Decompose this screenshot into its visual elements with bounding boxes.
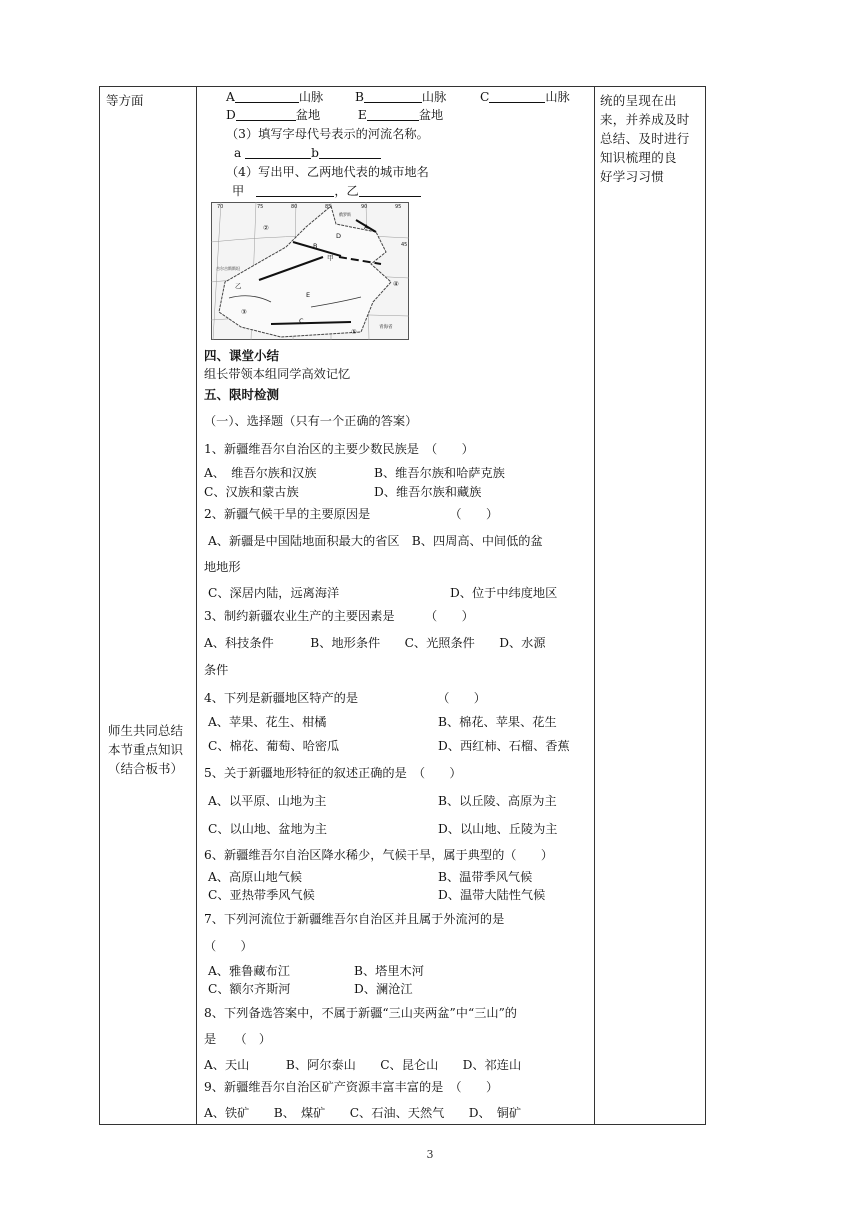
- option: 条件: [204, 663, 229, 677]
- map-lon-label: 70: [217, 204, 224, 210]
- question-3-rivers: （3）填写字母代号表示的河流名称。: [226, 127, 429, 141]
- section-5-subtitle: （一）、选择题（只有一个正确的答案）: [204, 414, 418, 428]
- question-stem: 5、关于新疆地形特征的叙述正确的是 （ ）: [204, 766, 462, 780]
- option: 地地形: [204, 560, 241, 574]
- fill-row-basins: D 盆地 E 盆地: [226, 108, 444, 122]
- map-letter: C: [299, 317, 304, 325]
- question-stem-continued: 是 （ ）: [204, 1032, 272, 1046]
- option: C、棉花、葡萄、哈密瓜: [208, 739, 340, 753]
- option: A、苹果、花生、柑橘: [208, 715, 327, 729]
- map-letter: A: [364, 223, 369, 231]
- fill-row-mountains: A 山脉 B 山脉 C 山脉: [226, 90, 570, 104]
- note-line: 知识梳理的良: [600, 150, 677, 165]
- question-4-cities: （4）写出甲、乙两地代表的城市地名: [226, 165, 429, 179]
- option: A、雅鲁藏布江: [208, 964, 290, 978]
- option: B、棉花、苹果、花生: [438, 715, 557, 729]
- lesson-table: [99, 86, 706, 1125]
- right-cell-notes: [600, 91, 702, 186]
- option: D、位于中纬度地区: [450, 586, 558, 600]
- option: B、塔里木河: [354, 964, 424, 978]
- option: D、维吾尔族和藏族: [374, 485, 482, 499]
- map-letter: B: [313, 242, 318, 250]
- map-letter: D: [336, 232, 342, 240]
- option: B、温带季风气候: [438, 870, 533, 884]
- section-4-text: 组长带领本组同学高效记忆: [204, 367, 351, 381]
- map-country-label: 吉尔吉斯斯坦: [216, 266, 240, 271]
- map-lat-label: 45: [401, 242, 408, 248]
- summary-line: 师生共同总结: [108, 723, 184, 738]
- map-lon-label: 95: [395, 204, 402, 210]
- option: B、以丘陵、高原为主: [438, 794, 557, 808]
- map-lon-label: 90: [361, 204, 368, 210]
- option: D、澜沧江: [354, 982, 413, 996]
- section-5-title: 五、限时检测: [204, 387, 280, 402]
- option: C、额尔齐斯河: [208, 982, 291, 996]
- summary-line: （结合板书）: [108, 761, 184, 776]
- page-number: 3: [426, 1148, 434, 1161]
- map-province-label: 青海省: [379, 325, 393, 330]
- map-country-label: 俄罗斯: [339, 212, 351, 217]
- city-blanks: 甲 ，乙: [232, 182, 421, 201]
- option: A、天山 B、阿尔泰山 C、昆仑山 D、祁连山: [204, 1058, 522, 1072]
- river-blanks: a b: [234, 144, 381, 163]
- question-stem: 9、新疆维吾尔自治区矿产资源丰富丰富的是 （ ）: [204, 1080, 499, 1094]
- map-lon-label: 80: [291, 204, 298, 210]
- option: A、 维吾尔族和汉族: [204, 466, 317, 480]
- left-cell-summary: [108, 721, 192, 778]
- question-stem: 3、制约新疆农业生产的主要因素是 （ ）: [204, 609, 474, 623]
- note-line: 统的呈现在出: [600, 93, 677, 108]
- xinjiang-map: [211, 202, 409, 340]
- option: A、科技条件 B、地形条件 C、光照条件 D、水源: [204, 636, 546, 650]
- option: D、温带大陆性气候: [438, 888, 546, 902]
- left-cell-top: 等方面: [106, 93, 144, 108]
- summary-line: 本节重点知识: [108, 742, 184, 757]
- map-letter: E: [306, 291, 311, 299]
- question-stem: 6、新疆维吾尔自治区降水稀少，气候干旱，属于典型的（ ）: [204, 848, 554, 862]
- option: D、以山地、丘陵为主: [438, 822, 558, 836]
- question-stem: 4、下列是新疆地区特产的是 （ ）: [204, 691, 486, 705]
- note-line: 好学习习惯: [600, 169, 665, 184]
- option: C、亚热带季风气候: [208, 888, 315, 902]
- question-stem: 1、新疆维吾尔自治区的主要少数民族是 （ ）: [204, 442, 474, 456]
- option: D、西红柿、石榴、香蕉: [438, 739, 570, 753]
- map-lon-label: 85: [325, 204, 332, 210]
- map-circled: ⑤: [351, 328, 357, 336]
- map-city-jia: 甲: [327, 254, 334, 262]
- question-stem: 7、下列河流位于新疆维吾尔自治区并且属于外流河的是: [204, 912, 505, 926]
- note-line: 总结、及时进行: [600, 131, 690, 146]
- option: C、以山地、盆地为主: [208, 822, 328, 836]
- map-circled: ④: [393, 280, 399, 288]
- option: A、高原山地气候: [208, 870, 303, 884]
- question-stem: 2、新疆气候干旱的主要原因是 （ ）: [204, 507, 499, 521]
- map-circled: ②: [263, 224, 269, 232]
- question-stem: 8、下列备选答案中，不属于新疆“三山夹两盆”中“三山”的: [204, 1006, 517, 1020]
- option: A、铁矿 B、 煤矿 C、石油、天然气 D、 铜矿: [204, 1106, 522, 1120]
- option: B、维吾尔族和哈萨克族: [374, 466, 505, 480]
- option: A、新疆是中国陆地面积最大的省区 B、四周高、中间低的盆: [208, 534, 543, 548]
- option: A、以平原、山地为主: [208, 794, 327, 808]
- option: C、汉族和蒙古族: [204, 485, 299, 499]
- column-divider: [196, 87, 197, 1124]
- map-circled: ③: [241, 308, 247, 316]
- note-line: 来，并养成及时: [600, 112, 690, 127]
- column-divider: [594, 87, 595, 1124]
- map-lon-label: 75: [257, 204, 264, 210]
- section-4-title: 四、课堂小结: [204, 348, 280, 363]
- option: C、深居内陆，远离海洋: [208, 586, 340, 600]
- question-stem-continued: （ ）: [204, 939, 253, 953]
- map-city-yi: 乙: [235, 282, 242, 290]
